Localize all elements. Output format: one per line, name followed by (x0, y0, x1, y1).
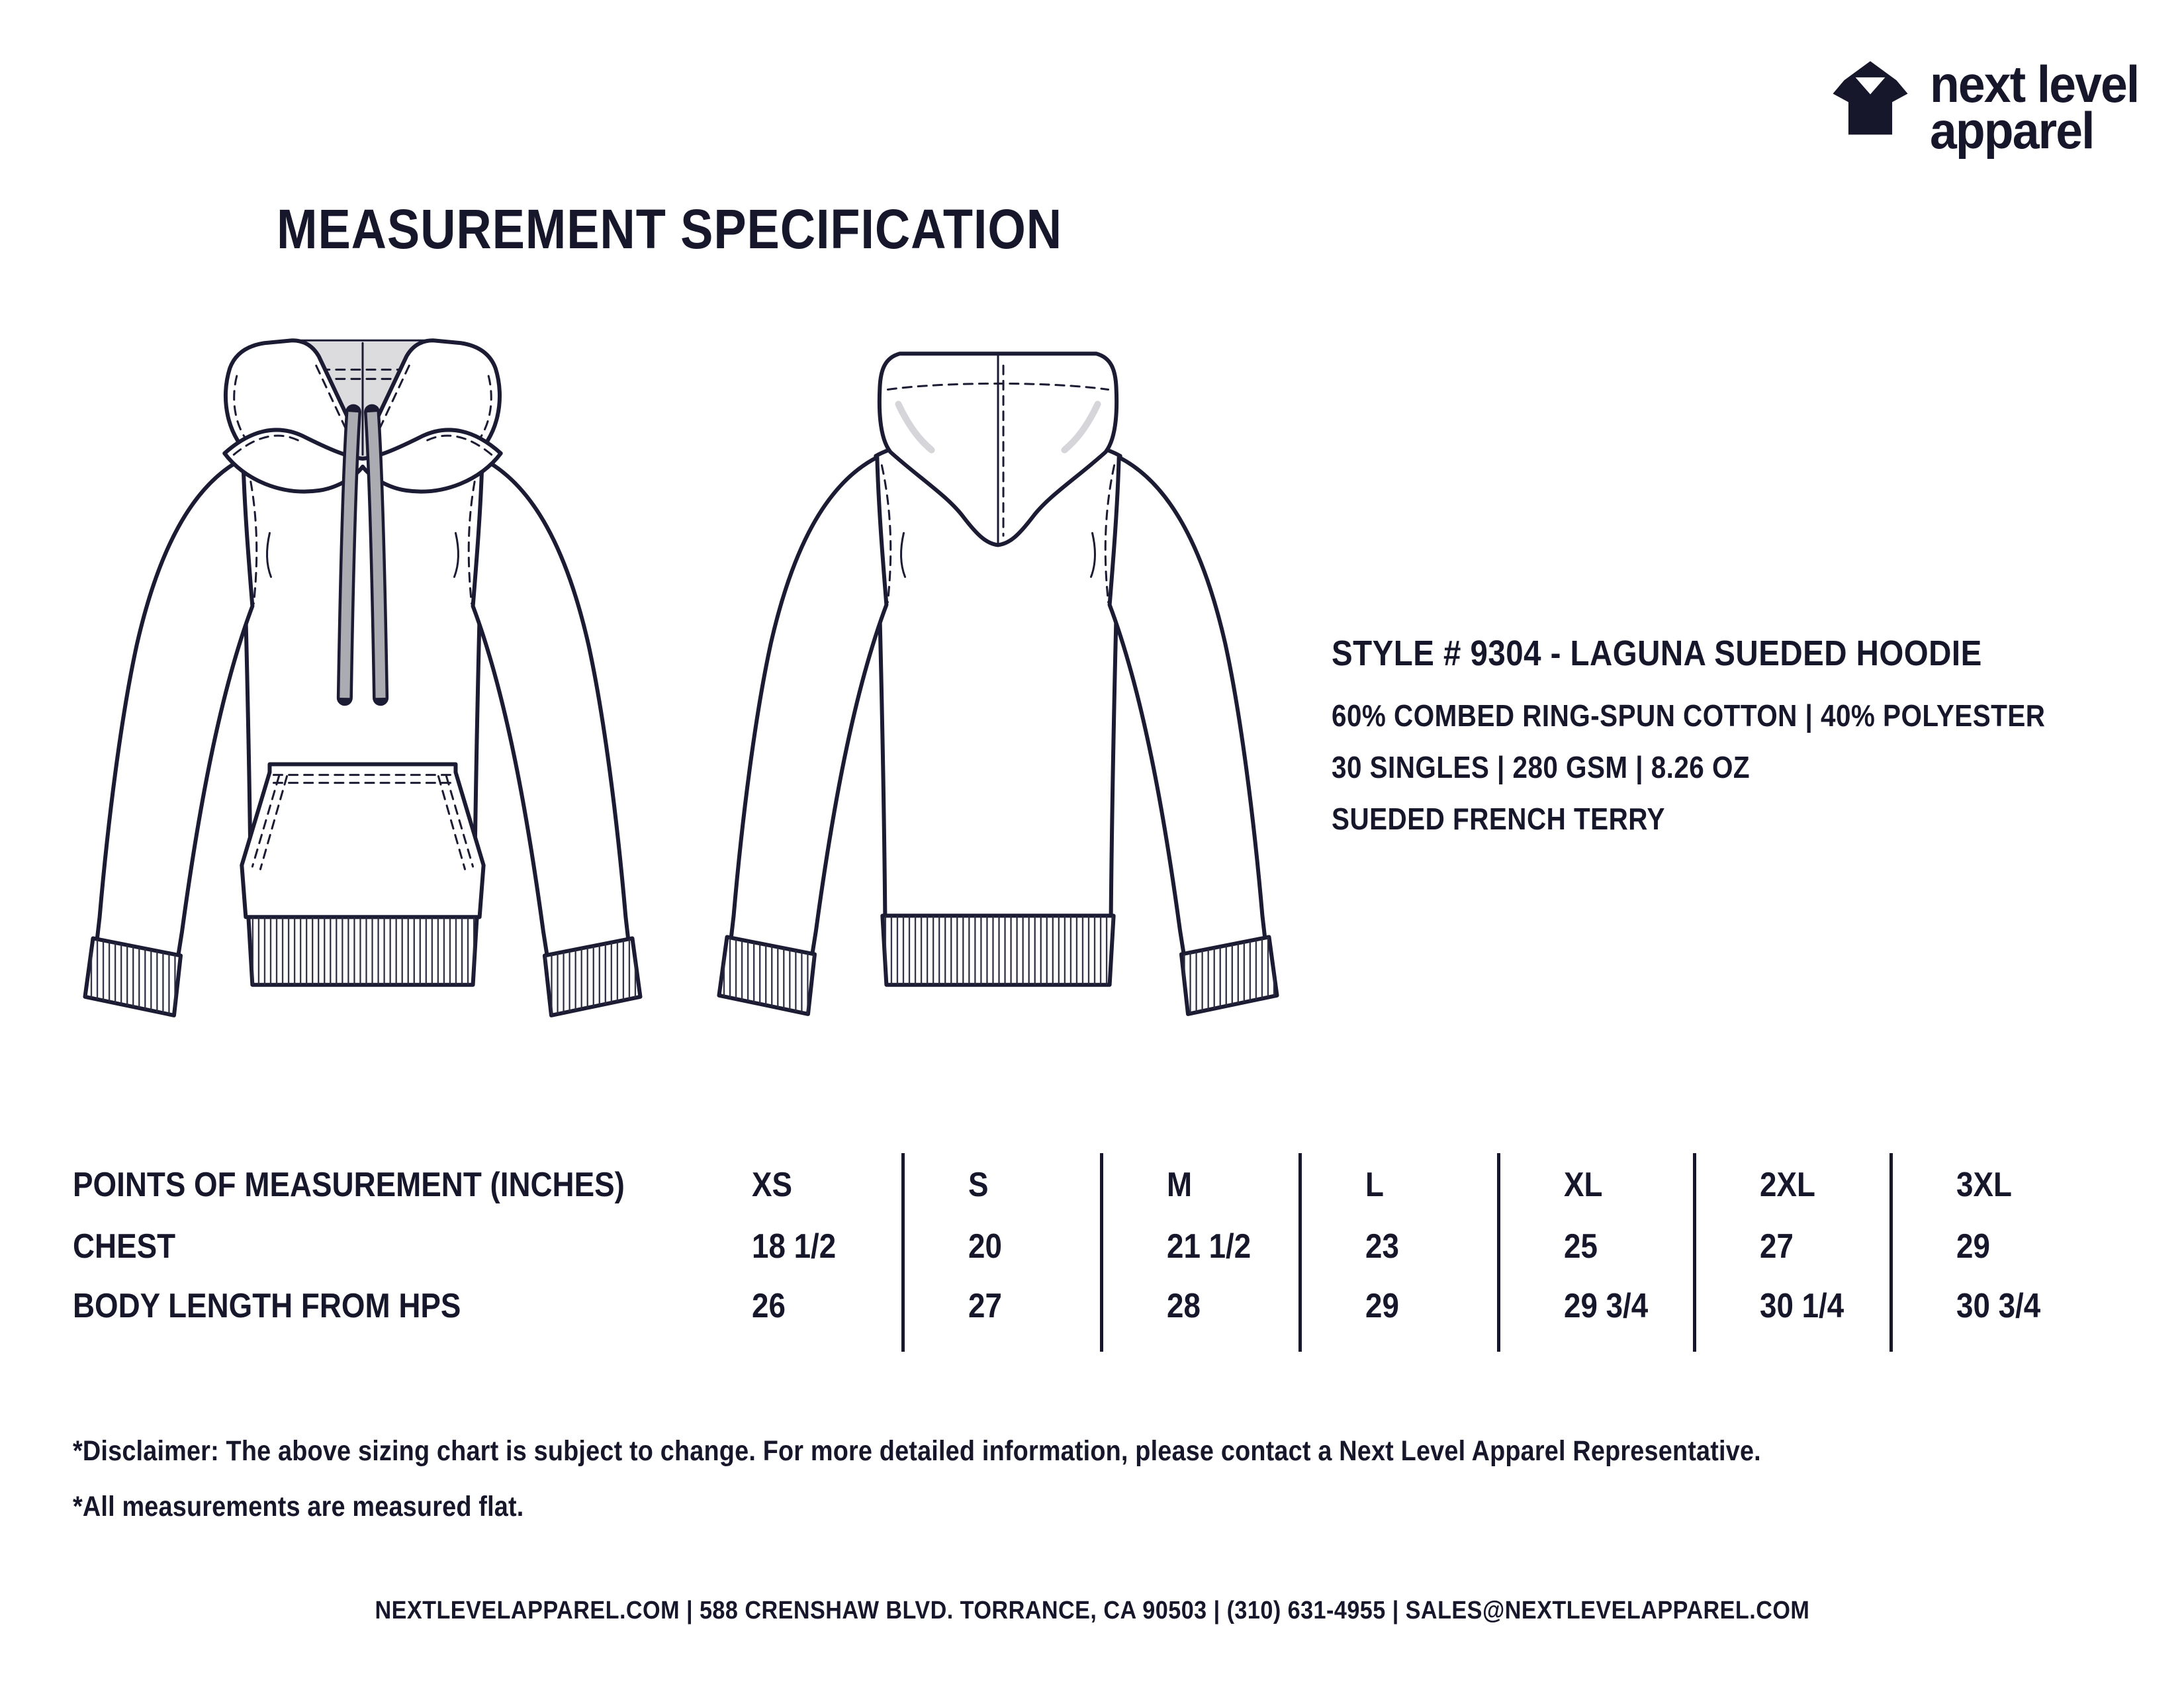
tshirt-icon (1828, 57, 1913, 142)
size-header: 2XL (1760, 1166, 1815, 1204)
row-label-body-length: BODY LENGTH FROM HPS (73, 1287, 461, 1325)
table-header-label: POINTS OF MEASUREMENT (INCHES) (73, 1166, 625, 1204)
body-length-value: 27 (968, 1287, 1002, 1325)
body-length-value: 30 3/4 (1956, 1287, 2041, 1325)
brand-logo (1828, 55, 2152, 160)
size-column-xl (1497, 1153, 1693, 1352)
footer-contact-line: NEXTLEVELAPPAREL.COM | 588 CRENSHAW BLVD. TORRANCE, CA 90503 | (310) 631-4955 | SALES@NEXTLEVELAPPAREL.COM (375, 1597, 1809, 1624)
body-length-value: 29 3/4 (1564, 1287, 1649, 1325)
page-title-text: MEASUREMENT SPECIFICATION (277, 198, 1062, 260)
chest-value: 27 (1760, 1227, 1794, 1266)
body-length-value: 30 1/4 (1760, 1287, 1844, 1325)
chest-value: 23 (1365, 1227, 1399, 1266)
hoodie-back-drawing (679, 303, 1317, 1034)
hoodie-front-drawing (58, 299, 676, 1037)
size-column-xs (688, 1153, 901, 1352)
style-info (1332, 633, 2139, 845)
size-header: XL (1564, 1166, 1603, 1204)
style-heading: STYLE # 9304 - LAGUNA SUEDED HOODIE (1332, 633, 1982, 673)
chest-value: 29 (1956, 1227, 1990, 1266)
chest-value: 25 (1564, 1227, 1598, 1266)
page-title (277, 197, 1169, 261)
fabric-content-line: 60% COMBED RING-SPUN COTTON | 40% POLYESTER (1332, 698, 2046, 733)
size-column-l (1298, 1153, 1497, 1352)
chest-value: 18 1/2 (752, 1227, 837, 1266)
measured-flat-note: *All measurements are measured flat. (73, 1491, 524, 1523)
body-length-value: 29 (1365, 1287, 1399, 1325)
size-header: XS (752, 1166, 793, 1204)
size-table (73, 1153, 2078, 1352)
body-length-value: 28 (1167, 1287, 1201, 1325)
size-header: 3XL (1956, 1166, 2012, 1204)
size-column-m (1100, 1153, 1298, 1352)
body-length-value: 26 (752, 1287, 786, 1325)
size-header: L (1365, 1166, 1384, 1204)
brand-logo-text (1930, 55, 2139, 160)
size-column-2xl (1693, 1153, 1889, 1352)
size-column-3xl (1889, 1153, 2078, 1352)
disclaimer-note: *Disclaimer: The above sizing chart is subject to change. For more detailed information, please contact a Next Level Apparel Representative. (73, 1435, 1761, 1467)
brand-logo-line2: apparel (1930, 101, 2094, 160)
size-header: S (968, 1166, 989, 1204)
size-column-s (901, 1153, 1100, 1352)
size-table-label-column (73, 1153, 688, 1352)
fabric-type-line: SUEDED FRENCH TERRY (1332, 802, 1665, 836)
row-label-chest: CHEST (73, 1227, 176, 1266)
chest-value: 21 1/2 (1167, 1227, 1251, 1266)
brand-logo-line1: next level (1930, 55, 2139, 113)
fabric-weight-line: 30 SINGLES | 280 GSM | 8.26 OZ (1332, 750, 1751, 784)
chest-value: 20 (968, 1227, 1002, 1266)
size-header: M (1167, 1166, 1193, 1204)
